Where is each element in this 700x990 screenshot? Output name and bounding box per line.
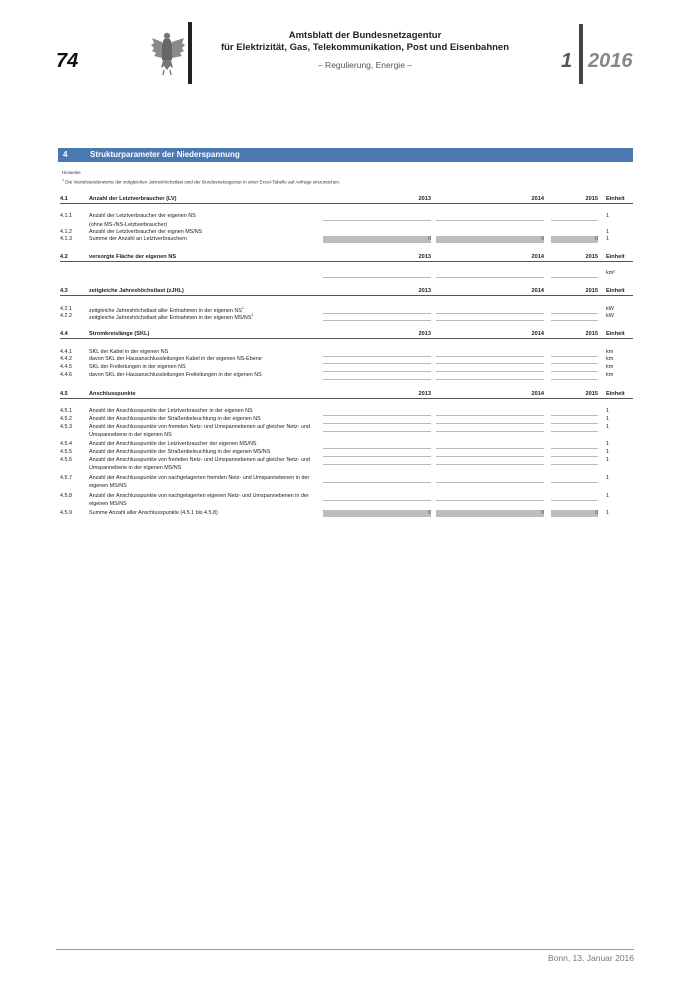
row-number: 4.5.2 (60, 416, 72, 422)
footnote-mark: 1 (62, 178, 64, 182)
section-number: 4 (63, 150, 68, 159)
input-cell-2013[interactable] (323, 493, 431, 501)
row-label-text: Umspannebene in der eigenen NS (89, 432, 172, 438)
row-label-text: zeitgleiche Jahreshöchstlast aller Entnahmen in der eigenen NS (89, 307, 242, 314)
year-header-2: 2014 (531, 288, 544, 294)
row-label (89, 475, 344, 481)
year-header-2: 2014 (531, 196, 544, 202)
row-label (89, 501, 344, 507)
footnote-text: Die Viertelstundenwerte der zeitgleichen Jahreshöchstlast sind der Bundesnetzagentur in einer Excel-Tabelle auf Anfrage einzureichen. (63, 179, 341, 185)
unit-cell: km (606, 356, 614, 362)
group-title: zeitgleiche Jahreshöchstlast (zJHL) (89, 288, 184, 294)
input-cell-2015[interactable] (551, 270, 598, 278)
journal-title-line2: für Elektrizität, Gas, Telekommunikation, Post und Eisenbahnen (220, 42, 510, 53)
row-label-text: Anzahl der Anschlusspunkte von fremden Netz- und Umspannebenen auf gleicher Netz- und (89, 457, 310, 463)
row-label-text: SKL der Freileitungen in der eigenen NS (89, 364, 186, 370)
input-cell-2013[interactable] (323, 416, 431, 424)
unit-cell: km (606, 364, 614, 370)
footnote (62, 178, 340, 185)
row-number: 4.1.2 (60, 229, 72, 235)
row-number: 4.5.1 (60, 408, 72, 414)
row-label (89, 236, 344, 242)
row-label-text: eigenen MS/NS (89, 501, 127, 507)
row-label-text: Anzahl der Anschlusspunkte von nachgelagerten eigenen Netz- und Umspannebenen in der (89, 493, 309, 499)
input-cell-2013[interactable] (323, 364, 431, 372)
input-cell-2013[interactable]: 0 (323, 236, 431, 243)
input-cell-2015[interactable] (551, 449, 598, 457)
group-number: 4.2 (60, 254, 68, 260)
row-label (89, 213, 344, 219)
page-number: 74 (56, 50, 79, 72)
unit-cell: kW (606, 313, 614, 319)
input-cell-2015[interactable]: 0 (551, 510, 598, 517)
input-cell-2014[interactable] (436, 372, 544, 380)
row-label (89, 356, 344, 362)
year-header-1: 2013 (418, 331, 431, 337)
row-label-text: Anzahl der Anschlusspunkte von fremden Netz- und Umspannebenen auf gleicher Netz- und (89, 424, 310, 430)
row-label (89, 349, 344, 355)
group-number: 4.3 (60, 288, 68, 294)
row-label (89, 424, 344, 430)
input-cell-2014[interactable]: 0 (436, 236, 544, 243)
row-label (89, 408, 344, 414)
input-cell-2014[interactable] (436, 356, 544, 364)
row-label-text: (ohne MS-/NS-Letztverbraucher) (89, 222, 168, 228)
unit-cell: km (606, 349, 614, 355)
unit-cell: 1 (606, 229, 609, 235)
row-label (89, 222, 344, 228)
row-number: 4.2.1 (60, 306, 72, 312)
unit-cell: 1 (606, 449, 609, 455)
input-cell-2015[interactable] (551, 356, 598, 364)
group-number: 4.4 (60, 331, 68, 337)
row-number: 4.5.9 (60, 510, 72, 516)
unit-cell: 1 (606, 408, 609, 414)
input-cell-2015[interactable] (551, 408, 598, 416)
footnote-ref: 1 (241, 306, 244, 310)
input-cell-2014[interactable] (436, 408, 544, 416)
unit-cell: 1 (606, 213, 609, 219)
input-cell-2014[interactable]: 0 (436, 510, 544, 517)
input-cell-2014[interactable] (436, 364, 544, 372)
federal-eagle-icon (150, 30, 190, 80)
unit-header: Einheit (606, 331, 625, 337)
input-cell-2015[interactable] (551, 424, 598, 432)
input-cell-2014[interactable] (436, 424, 544, 432)
row-label-text: Anzahl der Anschlusspunkte der Straßenbeleuchtung in der eigenen NS (89, 416, 261, 422)
year-header-1: 2013 (418, 288, 431, 294)
input-cell-2015[interactable] (551, 493, 598, 501)
row-number: 4.1.3 (60, 236, 72, 242)
unit-cell: 1 (606, 457, 609, 463)
row-number: 4.4.5 (60, 364, 72, 370)
input-cell-2014[interactable] (436, 270, 544, 278)
row-label (89, 432, 344, 438)
input-cell-2013[interactable] (323, 408, 431, 416)
input-cell-2014[interactable] (436, 416, 544, 424)
unit-header: Einheit (606, 196, 625, 202)
row-label-text: davon SKL der Hausanschlussleitungen Kabel in der eigenen NS-Ebene (89, 356, 262, 362)
row-number: 4.5.7 (60, 475, 72, 481)
row-label (89, 457, 344, 463)
unit-cell: 1 (606, 493, 609, 499)
unit-cell: 1 (606, 475, 609, 481)
year-header-2: 2014 (531, 391, 544, 397)
year-header-3: 2015 (585, 331, 598, 337)
input-cell-2013[interactable] (323, 475, 431, 483)
footer-divider (56, 949, 634, 950)
group-title: versorgte Fläche der eigenen NS (89, 254, 177, 260)
row-label (89, 372, 344, 378)
year-header-2: 2014 (531, 331, 544, 337)
section-heading (58, 148, 633, 162)
row-label-text: Summe Anzahl aller Anschlusspunkte (4.5.1 bis 4.5.8) (89, 510, 218, 516)
unit-cell: 1 (606, 416, 609, 422)
input-cell-2014[interactable] (436, 475, 544, 483)
input-cell-2013[interactable] (323, 356, 431, 364)
input-cell-2015[interactable]: 0 (551, 236, 598, 243)
unit-cell: kW (606, 306, 614, 312)
unit-header: Einheit (606, 254, 625, 260)
journal-title-line1: Amtsblatt der Bundesnetzagentur (288, 30, 442, 41)
year-header-2: 2014 (531, 254, 544, 260)
input-cell-2013[interactable] (323, 449, 431, 457)
row-number: 4.2.2 (60, 313, 72, 319)
input-cell-2013[interactable]: 0 (323, 510, 431, 517)
issue-year: 2016 (588, 50, 633, 72)
row-label-text: Umspannebene in der eigenen MS/NS (89, 465, 182, 471)
group-title: Anzahl der Letztverbraucher (LV) (89, 196, 177, 202)
unit-cell: 1 (606, 510, 609, 516)
issue-divider (579, 24, 583, 84)
input-cell-2014[interactable] (436, 313, 544, 321)
group-header-rule (60, 203, 633, 204)
input-cell-2013[interactable] (323, 424, 431, 432)
row-label-text: Anzahl der Letztverbraucher der eignen MS/NS (89, 229, 203, 235)
group-header-rule (60, 261, 633, 262)
input-cell-2015[interactable] (551, 475, 598, 483)
header-divider (188, 22, 192, 84)
row-number: 4.5.4 (60, 441, 72, 447)
input-cell-2013[interactable] (323, 270, 431, 278)
input-cell-2014[interactable] (436, 441, 544, 449)
input-cell-2015[interactable] (551, 213, 598, 221)
group-title: Stromkreislänge (SKL) (89, 331, 150, 337)
notes-label: Hinweise (62, 170, 81, 175)
row-label-text: Anzahl der Anschlusspunkte der Straßenbeleuchtung in der eigenen MS/NS (89, 449, 271, 455)
row-label (89, 441, 344, 447)
group-header-rule (60, 398, 633, 399)
input-cell-2015[interactable] (551, 416, 598, 424)
year-header-3: 2015 (585, 391, 598, 397)
input-cell-2015[interactable] (551, 364, 598, 372)
year-header-1: 2013 (418, 254, 431, 260)
year-header-3: 2015 (585, 196, 598, 202)
input-cell-2014[interactable] (436, 213, 544, 221)
footnote-ref: 1 (251, 313, 254, 317)
row-number: 4.5.8 (60, 493, 72, 499)
row-label-text: Summe der Anzahl an Letztverbrauchern (89, 236, 187, 242)
row-label (89, 229, 344, 235)
unit-cell: 1 (606, 424, 609, 430)
row-label (89, 465, 344, 471)
input-cell-2015[interactable] (551, 313, 598, 321)
input-cell-2014[interactable] (436, 493, 544, 501)
row-label (89, 449, 344, 455)
row-number: 4.5.6 (60, 457, 72, 463)
row-label-text: davon SKL der Hausanschlussleitungen Freileitungen in der eigenen NS (89, 372, 262, 378)
row-label-text: Anzahl der Anschlusspunkte der Letztverbraucher in der eigenen NS (89, 408, 253, 414)
input-cell-2013[interactable] (323, 213, 431, 221)
row-label (89, 313, 344, 321)
journal-subtitle: – Regulierung, Energie – (317, 60, 413, 70)
input-cell-2014[interactable] (436, 457, 544, 465)
row-label-text: SKL der Kabel in der eigenen NS (89, 349, 169, 355)
unit-header: Einheit (606, 391, 625, 397)
row-label (89, 364, 344, 370)
row-label (89, 493, 344, 499)
group-header-rule (60, 295, 633, 296)
row-label-text: Anzahl der Anschlusspunkte der Letztverbraucher der eigenen MS/NS (89, 441, 257, 447)
journal-title (210, 30, 520, 54)
group-number: 4.5 (60, 391, 68, 397)
row-number: 4.5.3 (60, 424, 72, 430)
group-header-rule (60, 338, 633, 339)
unit-header: Einheit (606, 288, 625, 294)
footer-date: Bonn, 13. Januar 2016 (547, 953, 634, 963)
row-label (89, 483, 344, 489)
year-header-1: 2013 (418, 196, 431, 202)
input-cell-2013[interactable] (323, 441, 431, 449)
unit-cell: 1 (606, 236, 609, 242)
unit-cell: km² (606, 270, 615, 276)
row-label-text: eigenen MS/NS (89, 483, 127, 489)
row-label (89, 416, 344, 422)
input-cell-2013[interactable] (323, 457, 431, 465)
row-label-text: Anzahl der Anschlusspunkte von nachgelagerten fremden Netz- und Umspannebenen in der (89, 475, 310, 481)
row-number: 4.4.2 (60, 356, 72, 362)
row-label-text: zeitgleiche Jahreshöchstlast aller Entnahmen in der eigenen MS/NS (89, 314, 252, 321)
unit-cell: km (606, 372, 614, 378)
row-label-text: Anzahl der Letztverbraucher der eigenen NS (89, 213, 196, 219)
year-header-3: 2015 (585, 288, 598, 294)
input-cell-2015[interactable] (551, 372, 598, 380)
group-number: 4.1 (60, 196, 68, 202)
row-number: 4.4.6 (60, 372, 72, 378)
input-cell-2013[interactable] (323, 372, 431, 380)
row-label (89, 510, 344, 516)
unit-cell: 1 (606, 441, 609, 447)
input-cell-2015[interactable] (551, 441, 598, 449)
input-cell-2013[interactable] (323, 313, 431, 321)
input-cell-2015[interactable] (551, 457, 598, 465)
group-title: Anschlusspunkte (89, 391, 136, 397)
section-title: Strukturparameter der Niederspannung (90, 150, 240, 159)
row-number: 4.4.1 (60, 349, 72, 355)
row-number: 4.5.5 (60, 449, 72, 455)
input-cell-2014[interactable] (436, 449, 544, 457)
year-header-3: 2015 (585, 254, 598, 260)
year-header-1: 2013 (418, 391, 431, 397)
issue-number: 1 (561, 50, 573, 72)
row-number: 4.1.1 (60, 213, 72, 219)
